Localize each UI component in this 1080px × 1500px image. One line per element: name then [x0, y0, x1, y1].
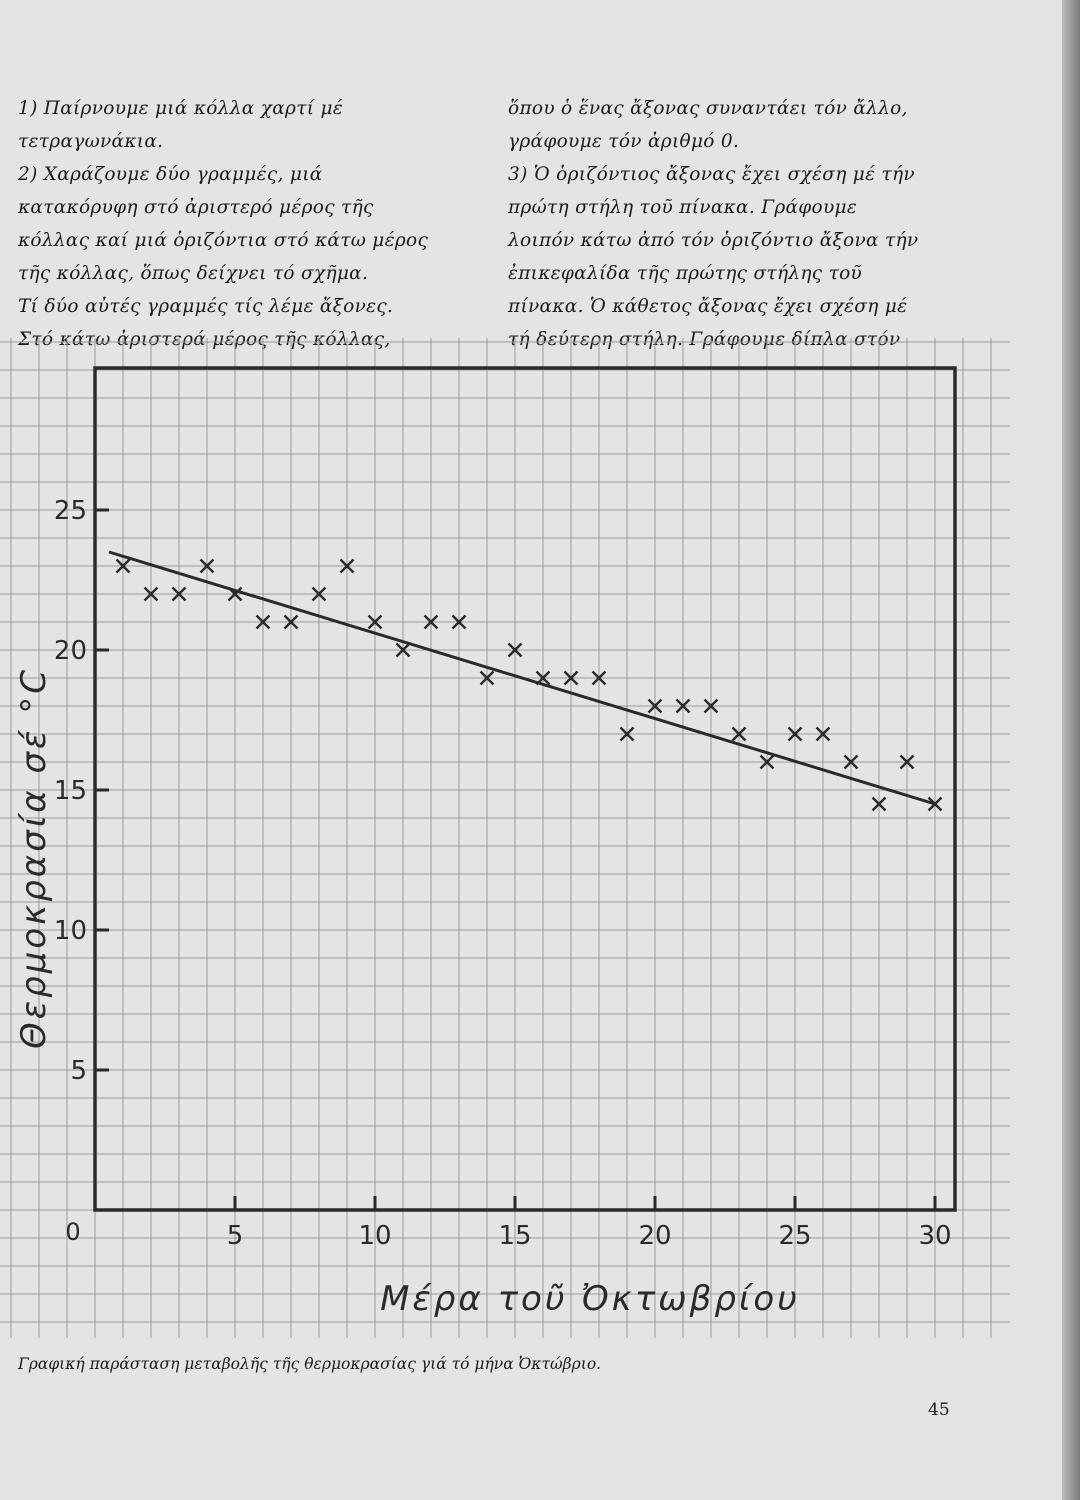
text-line: τή δεύτερη στήλη. Γράφουμε δίπλα στόν: [508, 329, 901, 350]
x-tick-label: 25: [778, 1221, 812, 1251]
text-line: γράφουμε τόν ἀριθμό 0.: [508, 131, 740, 152]
chart-svg: [0, 338, 1010, 1338]
y-axis-title: Θερμοκρασία σέ °C: [14, 667, 54, 1049]
text-line: πίνακα. Ὁ κάθετος ἄξονας ἔχει σχέση μέ: [508, 296, 908, 317]
y-tick-label: 20: [53, 636, 87, 666]
x-axis-title: Μέρα τοῦ Ὀκτωβρίου: [380, 1279, 800, 1319]
text-line: Τί δύο αὐτές γραμμές τίς λέμε ἄξονες.: [18, 296, 394, 317]
y-tick-label: 5: [70, 1056, 87, 1086]
text-column-left: [18, 92, 438, 356]
x-tick-label: 30: [918, 1221, 952, 1251]
page-edge-shadow: [1062, 0, 1080, 1500]
x-tick-label: 20: [638, 1221, 672, 1251]
text-line: τῆς κόλλας, ὅπως δείχνει τό σχῆμα.: [18, 263, 369, 284]
text-line: τετραγωνάκια.: [18, 131, 164, 152]
text-column-right: [508, 92, 968, 356]
y-tick-label: 15: [53, 776, 87, 806]
page-number: 45: [928, 1400, 950, 1420]
x-tick-label: 10: [358, 1221, 392, 1251]
temperature-graph: [0, 338, 1010, 1338]
origin-label: 0: [65, 1218, 81, 1246]
text-line: λοιπόν κάτω ἀπό τόν ὁριζόντιο ἄξονα τήν: [508, 230, 919, 251]
text-line: 1) Παίρνουμε μιά κόλλα χαρτί μέ: [18, 98, 344, 119]
text-line: 2) Χαράζουμε δύο γραμμές, μιά: [18, 164, 323, 185]
text-line: πρώτη στήλη τοῦ πίνακα. Γράφουμε: [508, 197, 858, 218]
text-line: 3) Ὁ ὁριζόντιος ἄξονας ἔχει σχέση μέ τήν: [508, 164, 915, 185]
text-line: ἐπικεφαλίδα τῆς πρώτης στήλης τοῦ: [508, 263, 863, 284]
plot-frame: [95, 368, 955, 1210]
y-tick-label: 25: [53, 496, 87, 526]
figure-caption: Γραφική παράσταση μεταβολῆς τῆς θερμοκρασίας γιά τό μήνα Ὀκτώβριο.: [18, 1355, 602, 1373]
x-tick-label: 5: [226, 1221, 244, 1251]
text-line: κατακόρυφη στό ἀριστερό μέρος τῆς: [18, 197, 374, 218]
x-tick-label: 15: [498, 1221, 532, 1251]
text-line: κόλλας καί μιά ὁριζόντια στό κάτω μέρος: [18, 230, 429, 251]
text-line: Στό κάτω ἀριστερά μέρος τῆς κόλλας,: [18, 329, 391, 350]
text-line: ὅπου ὁ ἕνας ἄξονας συναντάει τόν ἄλλο,: [508, 98, 908, 119]
y-tick-label: 10: [53, 916, 87, 946]
